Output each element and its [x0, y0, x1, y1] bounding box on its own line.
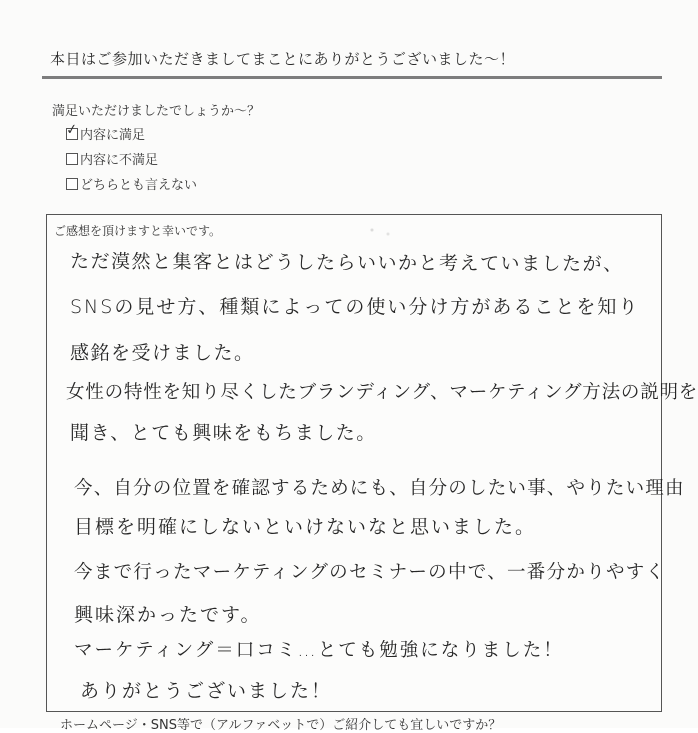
next-question-partial: ホームページ・SNS等で（アルファベットで）ご紹介しても宜しいですか？ — [60, 718, 502, 733]
checkbox-satisfied[interactable] — [64, 120, 79, 140]
handwritten-line: 目標を明確にしないといけないなと思いました。 — [74, 516, 537, 538]
check-mark-icon: ✓ — [64, 120, 79, 139]
handwritten-line: 感銘を受けました。 — [70, 342, 255, 364]
handwritten-line: 今まで行ったマーケティングのセミナーの中で、一番分かりやすく — [74, 562, 666, 583]
checkbox-unsatisfied[interactable] — [66, 153, 78, 165]
comment-box-label: ご感想を頂けますと幸いです。 — [54, 224, 222, 238]
satisfaction-question: 満足いただけましたでしょうか～？ — [52, 104, 261, 119]
handwritten-line: 興味深かったです。 — [74, 604, 262, 626]
checkbox-neither[interactable] — [66, 178, 78, 190]
option-label: 内容に不満足 — [80, 153, 159, 168]
option-label: 内容に満足 — [80, 128, 146, 143]
handwritten-line: 今、自分の位置を確認するためにも、自分のしたい事、やりたい理由 — [74, 478, 685, 499]
handwritten-line: 聞き、とても興味をもちました。 — [70, 422, 377, 444]
handwritten-line: SNSの見せ方、種類によっての使い分け方があることを知り — [70, 296, 640, 318]
handwritten-line: ありがとうございました！ — [80, 680, 333, 702]
option-label: どちらとも言えない — [80, 178, 198, 193]
handwritten-line: 女性の特性を知り尽くしたブランディング、マーケティング方法の説明を — [66, 382, 698, 403]
paper-speckle — [360, 222, 400, 242]
option-neither[interactable] — [66, 174, 197, 193]
handwritten-line: マーケティング＝口コミ…とても勉強になりました！ — [74, 640, 564, 661]
page-heading: 本日はご参加いただきましてまことにありがとうございました～！ — [50, 50, 516, 68]
option-unsatisfied[interactable] — [66, 149, 158, 168]
handwritten-line: ただ漠然と集客とはどうしたらいいかと考えていましたが、 — [69, 250, 624, 276]
heading-divider — [42, 76, 662, 79]
option-satisfied[interactable] — [64, 120, 146, 143]
